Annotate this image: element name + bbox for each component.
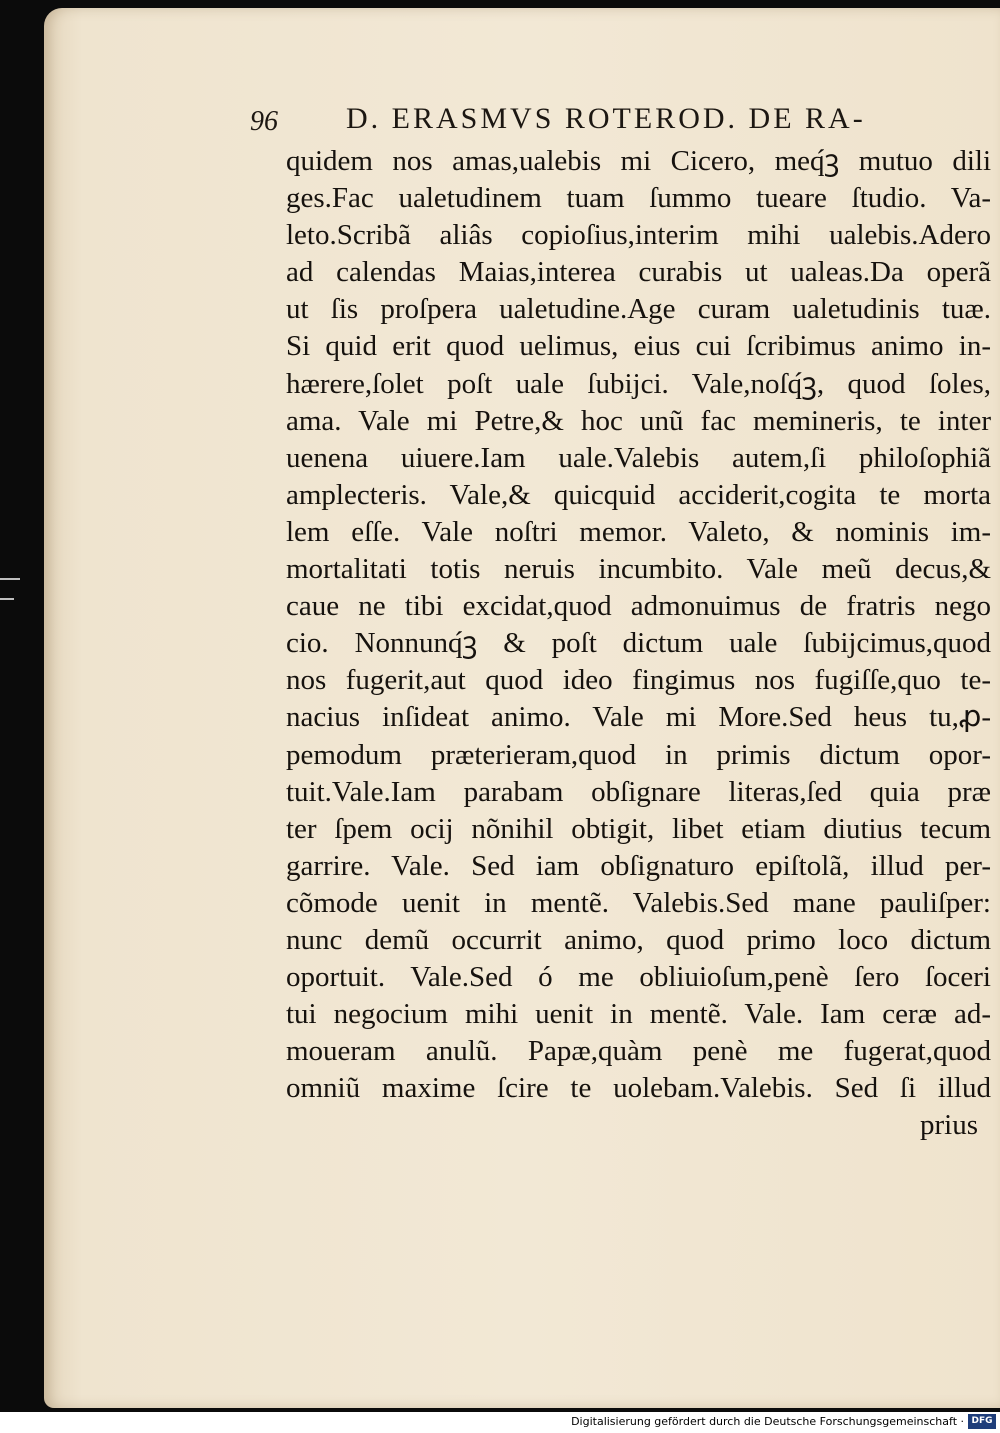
text-line: mortalitati totis neruis incumbito. Vale meũ decus,& bbox=[286, 553, 991, 586]
text-line: ad calendas Maias,interea curabis ut ualeas.Da operã bbox=[286, 256, 991, 289]
catchword: prius bbox=[920, 1109, 978, 1141]
text-line: hærere,ſolet poſt uale ſubijci. Vale,noſq́ꝫ, quod ſoles, bbox=[286, 367, 991, 400]
text-line: tuit.Vale.Iam parabam obſignare literas,ſed quia præ bbox=[286, 775, 991, 808]
text-line: ama. Vale mi Petre,& hoc unũ fac memineris, te inter bbox=[286, 404, 991, 437]
funding-credit: Digitalisierung gefördert durch die Deutsche Forschungsgemeinschaft · bbox=[571, 1415, 964, 1428]
main-text bbox=[286, 143, 991, 1107]
text-line: leto.Scribã aliâs copioſius,interim mihi ualebis.Adero bbox=[286, 219, 991, 252]
text-line: pemodum præterieram,quod in primis dictum opor- bbox=[286, 738, 991, 771]
text-line: ter ſpem ocij nõnihil obtigit, libet etiam diutius tecum bbox=[286, 812, 991, 845]
text-line: nunc demũ occurrit animo, quod primo loco dictum bbox=[286, 923, 991, 956]
text-line: omniũ maxime ſcire te uolebam.Valebis. Sed ſi illud bbox=[286, 1072, 991, 1105]
running-head: D. ERASMVS ROTEROD. DE RA- bbox=[346, 102, 866, 135]
text-line: moueram anulũ. Papæ,quàm penè me fugerat,quod bbox=[286, 1035, 991, 1068]
page-number: 96 bbox=[250, 106, 278, 137]
text-line: quidem nos amas,ualebis mi Cicero, meq́ꝫ mutuo dili bbox=[286, 145, 991, 177]
text-line: oportuit. Vale.Sed ó me obliuioſum,penè ſero ſoceri bbox=[286, 961, 991, 994]
text-line: lem eſſe. Vale noſtri memor. Valeto, & nominis im- bbox=[286, 515, 991, 548]
text-line: caue ne tibi excidat,quod admonuimus de fratris nego bbox=[286, 590, 991, 623]
text-line: ut ſis proſpera ualetudine.Age curam ualetudinis tuæ. bbox=[286, 293, 991, 326]
text-line: garrire. Vale. Sed iam obſignaturo epiſtolã, illud per- bbox=[286, 849, 991, 882]
margin-mark bbox=[0, 578, 20, 580]
text-line: cõmode uenit in mentẽ. Valebis.Sed mane pauliſper: bbox=[286, 886, 991, 919]
margin-mark bbox=[0, 598, 14, 600]
footer-bar bbox=[0, 1412, 1000, 1433]
text-line: ges.Fac ualetudinem tuam ſummo tueare ſtudio. Va- bbox=[286, 182, 991, 215]
page-header bbox=[250, 102, 996, 142]
text-line: tui negocium mihi uenit in mentẽ. Vale. Iam ceræ ad- bbox=[286, 998, 991, 1031]
text-line: cio. Nonnunq́ꝫ & poſt dictum uale ſubijcimus,quod bbox=[286, 627, 991, 660]
text-line: uenena uiuere.Iam uale.Valebis autem,ſi philoſophiã bbox=[286, 441, 991, 474]
text-line: amplecteris. Vale,& quicquid acciderit,cogita te morta bbox=[286, 478, 991, 511]
dfg-logo-icon: DFG bbox=[968, 1414, 996, 1429]
text-line: Si quid erit quod uelimus, eius cui ſcribimus animo in- bbox=[286, 330, 991, 363]
text-line: nacius inſideat animo. Vale mi More.Sed heus tu,ꝓ- bbox=[286, 701, 991, 734]
text-line: nos fugerit,aut quod ideo fingimus nos fugiſſe,quo te- bbox=[286, 664, 991, 697]
